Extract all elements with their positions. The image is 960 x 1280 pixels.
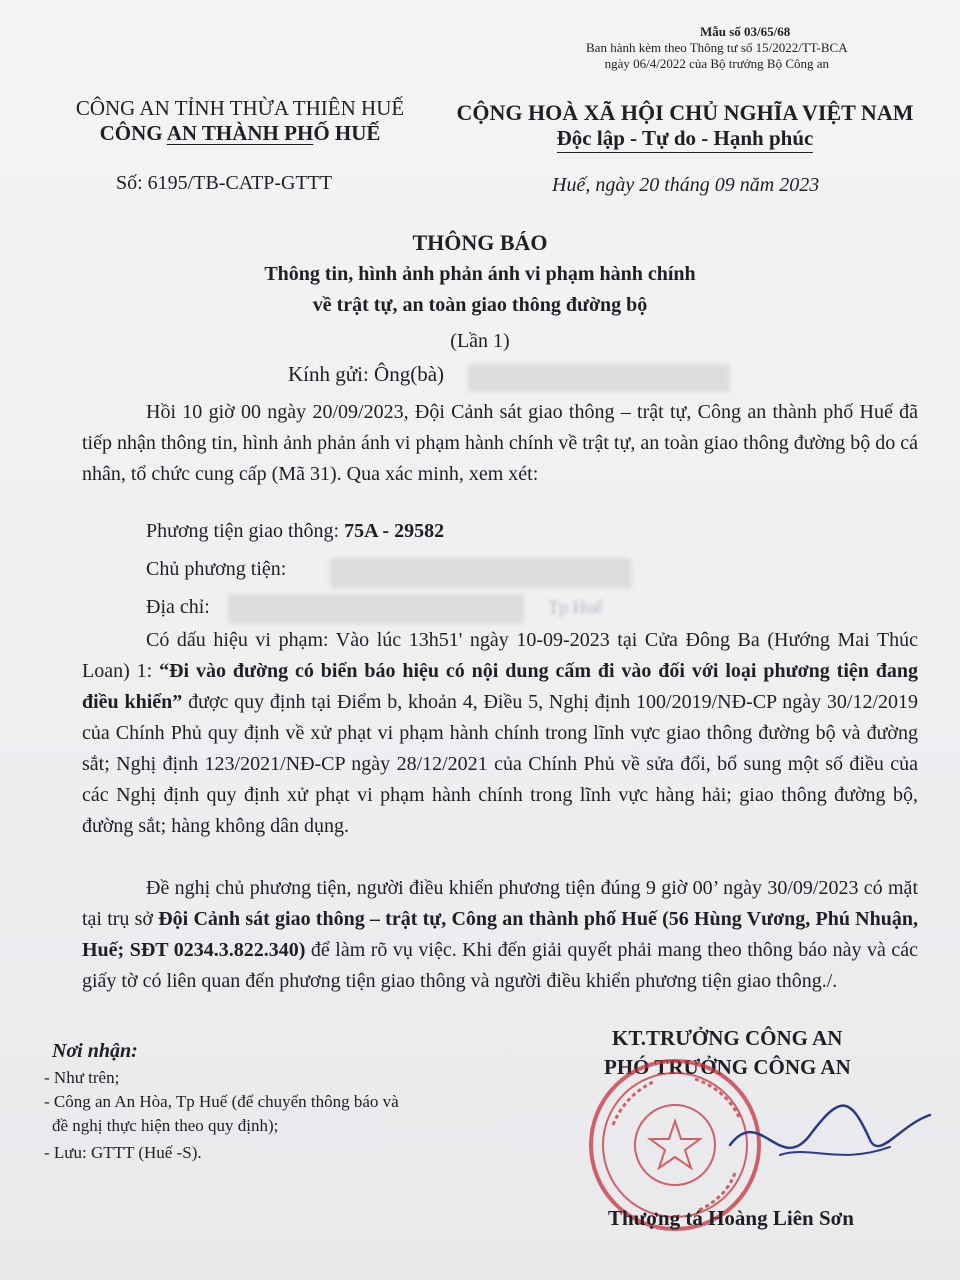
signing-authority: KT.TRƯỞNG CÔNG AN [612,1026,843,1050]
violation-description: “Đi vào đường có biển báo hiệu có nội dung cấm đi vào đối với loại phương tiện đang điều khiển” [82,660,919,713]
recipients-item: - Lưu: GTTT (Huế -S). [44,1143,202,1162]
violation-paragraph [82,625,918,842]
request-location: Đội Cảnh sát giao thông – trật tự, Công an thành phố Huế (56 Hùng Vương, Phú Nhuận, Huế; SĐT 0234.3.822.340) [82,908,918,961]
national-motto [440,126,930,151]
form-issued-line-1: Ban hành kèm theo Thông tư số 15/2022/TT-BCA [586,40,848,55]
form-issued-line-2: ngày 06/4/2022 của Bộ trưởng Bộ Công an [604,56,830,71]
recipient-line [288,362,444,387]
redacted-owner-name [330,558,632,588]
handwritten-signature [720,1085,940,1185]
owner-label: Chủ phương tiện: [146,558,287,580]
signer-position: PHÓ TRƯỞNG CÔNG AN [604,1055,851,1079]
address-faded-text: Tp Huế [548,597,603,617]
redacted-recipient-name [468,364,730,392]
form-issued-note [586,40,848,72]
vehicle-plate: 75A - 29582 [344,520,445,542]
request-instructions: để làm rõ vụ việc. Khi đến giải quyết phải mang theo thông báo này và các giấy tờ có liên quan đến phương tiện giao thông và người điều khiển phương tiện giao thông./. [82,939,918,992]
parent-organization: CÔNG AN TỈNH THỪA THIÊN HUẾ [75,96,405,120]
document-number: Số: 6195/TB-CATP-GTTT [116,172,333,194]
recipients-item: đề nghị thực hiện theo quy định); [52,1116,279,1135]
recipient-label: Kính gửi: Ông(bà) [288,362,445,386]
org-name-part-1: CÔNG [99,121,167,145]
recipients-item: - Công an An Hòa, Tp Huế (để chuyển thông báo và [44,1092,399,1111]
violation-intro: Có dấu hiệu vi phạm: Vào lúc 13h51' ngày 10-09-2023 tại Cửa Đông Ba (Hướng Mai Thúc Loan) 1: [82,629,918,682]
national-title: CỘNG HOÀ XÃ HỘI CHỦ NGHĨA VIỆT NAM [456,100,914,125]
request-intro: Đề nghị chủ phương tiện, người điều khiển phương tiện đúng 9 giờ 00’ ngày 30/09/2023 có mặt tại trụ sở [82,877,918,930]
signer-name: Thượng tá Hoàng Liên Sơn [608,1206,854,1230]
address-line [146,596,210,619]
recipients-title: Nơi nhận: [52,1040,138,1062]
org-name-part-3: Ố HUẾ [313,121,381,145]
document-title: THÔNG BÁO [412,230,548,255]
violation-legal-basis: được quy định tại Điểm b, khoản 4, Điều 5, Nghị định 100/2019/NĐ-CP ngày 30/12/2019 của Chính Phủ quy định về xử phạt vi phạm hành chính trong lĩnh vực giao thông đường bộ và đường sắt; Nghị định 123/2021/NĐ-CP ngày 28/12/2021 của Chính Phủ về sửa đổi, bổ sung một số điều của các Nghị định quy định xử phạt vi phạm hành chính trong lĩnh vực hàng hải; giao thông đường bộ, đường sắt; hàng không dân dụng. [82,691,918,837]
org-name-underlined: AN THÀNH PH [166,121,314,145]
intro-text: Hồi 10 giờ 00 ngày 20/09/2023, Đội Cảnh sát giao thông – trật tự, Công an thành phố Huế đã tiếp nhận thông tin, hình ảnh phản ánh vi phạm hành chính về trật tự, an toàn giao thông đường bộ do cá nhân, tổ chức cung cấp (Mã 31). Qua xác minh, xem xét: [82,401,918,485]
vehicle-line [146,520,444,543]
redacted-address [228,594,524,624]
form-code: Mẫu số 03/65/68 [700,24,791,39]
recipients-item: - Như trên; [44,1068,120,1087]
vehicle-label: Phương tiện giao thông: [146,520,345,542]
issuing-organization [60,121,420,146]
request-paragraph [82,873,918,997]
document-subtitle-line-2: về trật tự, an toàn giao thông đường bộ [312,294,648,316]
owner-line [146,558,286,581]
motto-text: Độc lập - Tự do - Hạnh phúc [557,126,814,153]
address-label: Địa chỉ: [146,596,210,618]
place-and-date: Huế, ngày 20 tháng 09 năm 2023 [552,174,820,196]
attempt-number: (Lần 1) [450,330,510,352]
intro-paragraph [82,397,918,490]
document-subtitle-line-1: Thông tin, hình ảnh phản ánh vi phạm hành chính [264,263,696,285]
